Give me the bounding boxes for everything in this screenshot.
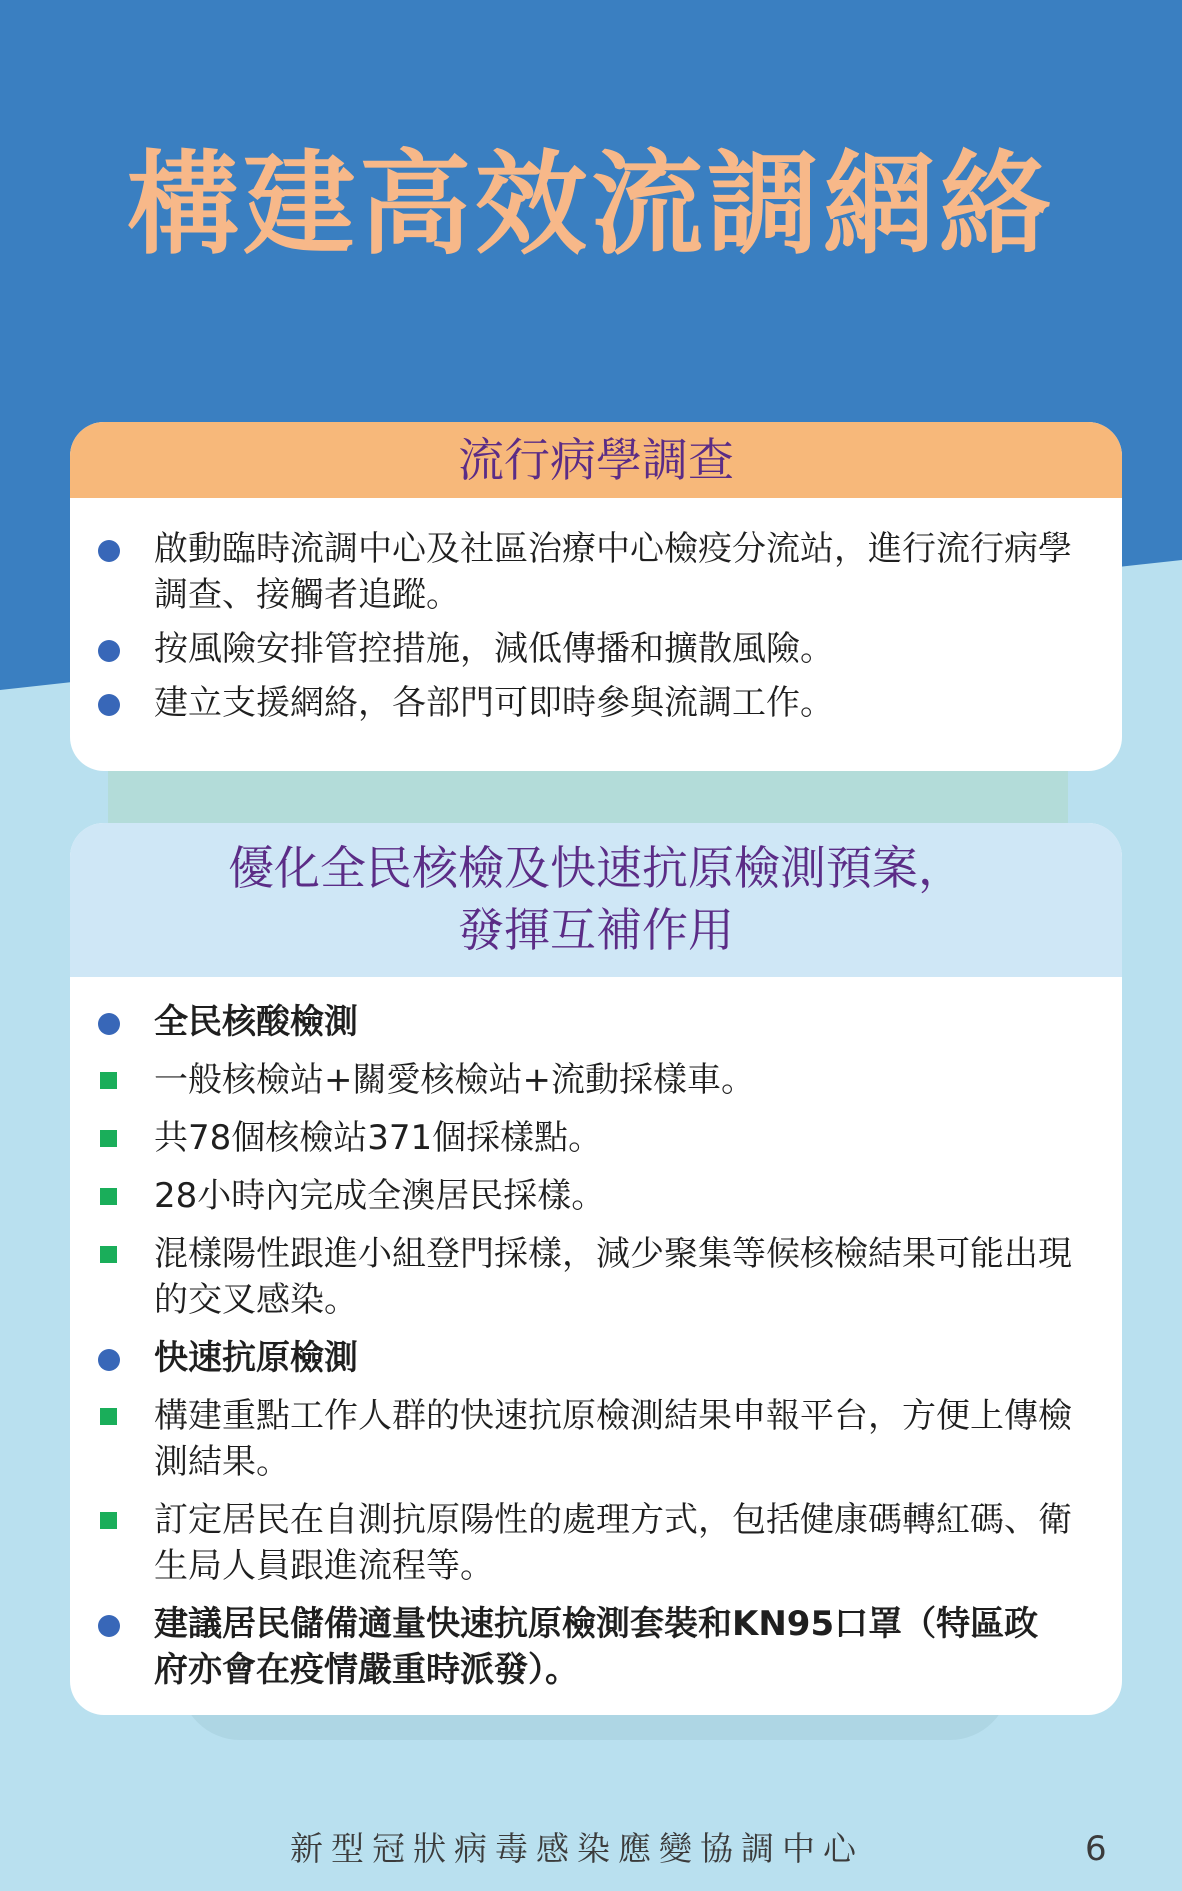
list-item-text: 混樣陽性跟進小組登門採樣，減少聚集等候核檢結果可能出現的交叉感染。 xyxy=(154,1234,1072,1320)
list-item xyxy=(70,1173,1122,1219)
list-item xyxy=(70,1335,1122,1381)
list-item-text: 建議居民儲備適量快速抗原檢測套裝和KN95口罩（特區政府亦會在疫情嚴重時派發）。 xyxy=(154,1604,1039,1690)
list-item-text: 啟動臨時流調中心及社區治療中心檢疫分流站，進行流行病學調查、接觸者追蹤。 xyxy=(154,529,1072,615)
bullet-dot-icon xyxy=(98,694,120,716)
list-item-text: 訂定居民在自測抗原陽性的處理方式，包括健康碼轉紅碼、衛生局人員跟進流程等。 xyxy=(154,1500,1072,1586)
section-testing-list xyxy=(70,977,1122,1693)
list-item xyxy=(70,626,1122,672)
page-title: 構建高效流調網絡 xyxy=(127,140,1055,270)
bullet-dot-icon xyxy=(98,640,120,662)
list-item xyxy=(70,1601,1122,1693)
bullet-dot-icon xyxy=(98,1013,120,1035)
list-item-text: 一般核檢站+關愛核檢站+流動採樣車。 xyxy=(154,1060,755,1100)
footer-organization: 新型冠狀病毒感染應變協調中心 xyxy=(290,1829,864,1868)
bullet-square-icon xyxy=(100,1072,117,1089)
bullet-square-icon xyxy=(100,1246,117,1263)
list-item xyxy=(70,1231,1122,1323)
list-item-text: 構建重點工作人群的快速抗原檢測結果申報平台，方便上傳檢測結果。 xyxy=(154,1396,1072,1482)
list-item xyxy=(70,1393,1122,1485)
bullet-dot-icon xyxy=(98,1615,120,1637)
section-epidemiology-card xyxy=(70,422,1122,771)
section-testing-card xyxy=(70,823,1122,1715)
bullet-square-icon xyxy=(100,1408,117,1425)
list-item xyxy=(70,999,1122,1045)
list-item-text: 快速抗原檢測 xyxy=(154,1338,358,1378)
section-testing-heading-line2: 發揮互補作用 xyxy=(458,903,734,957)
section-testing-heading-line1: 優化全民核檢及快速抗原檢測預案， xyxy=(228,841,964,895)
list-item-text: 按風險安排管控措施，減低傳播和擴散風險。 xyxy=(154,629,834,669)
bullet-square-icon xyxy=(100,1130,117,1147)
bullet-dot-icon xyxy=(98,1349,120,1371)
list-item xyxy=(70,526,1122,618)
list-item-text: 28小時內完成全澳居民採樣。 xyxy=(154,1176,606,1216)
list-item-text: 共78個核檢站371個採樣點。 xyxy=(154,1118,603,1158)
section-testing-heading xyxy=(70,823,1122,977)
section-epidemiology-list xyxy=(70,498,1122,726)
list-item xyxy=(70,680,1122,726)
bullet-dot-icon xyxy=(98,540,120,562)
section-epidemiology-heading: 流行病學調查 xyxy=(70,422,1122,498)
page-number: 6 xyxy=(1085,1829,1107,1869)
list-item xyxy=(70,1057,1122,1103)
list-item-text: 建立支援網絡，各部門可即時參與流調工作。 xyxy=(154,683,834,723)
bullet-square-icon xyxy=(100,1512,117,1529)
list-item-text: 全民核酸檢測 xyxy=(154,1002,358,1042)
list-item xyxy=(70,1497,1122,1589)
list-item xyxy=(70,1115,1122,1161)
bullet-square-icon xyxy=(100,1188,117,1205)
